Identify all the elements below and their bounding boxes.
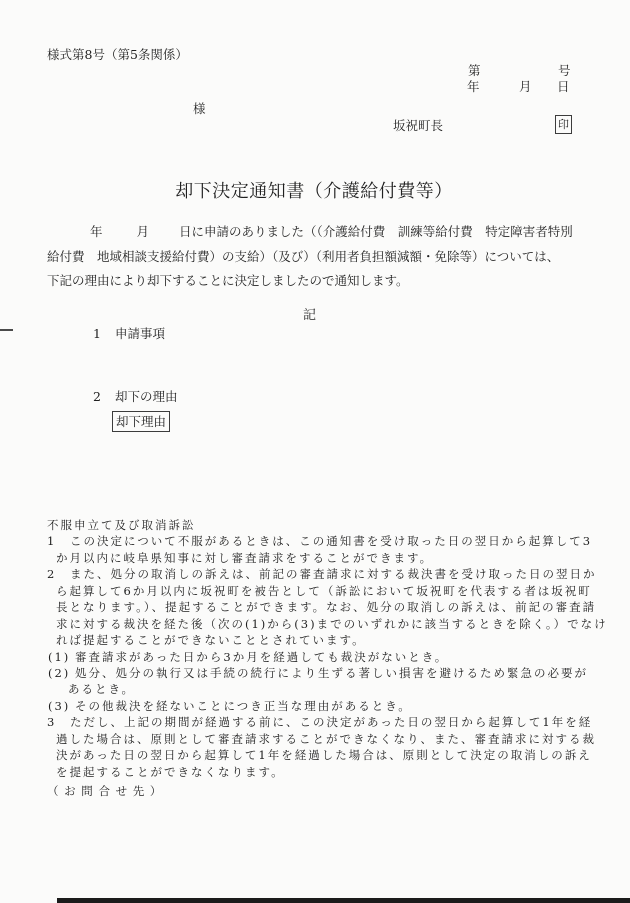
body-line-3: 下記の理由により却下することに決定しましたので通知します。	[47, 273, 409, 288]
sender-title: 坂祝町長	[393, 118, 444, 133]
appeal-line	[0, 632, 630, 648]
appeal-line-text: この決定について不服があるときは、この通知書を受け取った日の翌日から起算して3	[70, 534, 593, 549]
contact-label: （ お 問 合 せ 先 ）	[47, 784, 163, 798]
appeal-line-text: 処分、処分の執行又は手続の続行により生ずる著しい損害を避けるため緊急の必要が	[75, 665, 588, 680]
appeal-line-text: その他裁決を経ないことにつき正当な理由があるとき。	[75, 698, 412, 713]
body-line-2: 給付費 地域相談支援給付費）の支給）（及び）（利用者負担額減額・免除等）については、	[47, 249, 560, 264]
seal-placeholder: 印	[555, 115, 572, 134]
appeal-line	[0, 714, 630, 730]
body-line-1	[47, 224, 573, 240]
appeal-line	[0, 698, 630, 714]
appeal-line	[0, 566, 630, 582]
record-marker: 記	[302, 308, 317, 323]
doc-number-suffix: 号	[558, 63, 571, 78]
rejection-reason-box: 却下理由	[112, 411, 170, 432]
appeal-heading-line	[0, 517, 630, 533]
body-line-1-text: 日に申請のありました（（介護給付費 訓練等給付費 特定障害者特別	[179, 224, 573, 239]
addressee-honorific: 様	[193, 101, 206, 116]
document-title: 却下決定通知書（介護給付費等）	[175, 181, 453, 202]
page-bottom-scan-bar	[57, 898, 630, 903]
appeal-line-text: ら起算して6か月以内に坂祝町を被告として（訴訟において坂祝町を代表する者は坂祝町	[56, 583, 592, 598]
appeal-line-number: 2	[47, 567, 57, 582]
appeal-line-text: 求に対する裁決を経た後（次の(1)から(3)までのいずれかに該当するときを除く。）でなけ	[56, 616, 608, 631]
item-1-label: 申請事項	[115, 326, 166, 341]
appeal-line-number: (2)	[48, 665, 71, 680]
body-month-label: 月	[136, 224, 150, 239]
appeal-line	[0, 731, 630, 747]
appeal-line	[0, 764, 630, 780]
appeal-line	[0, 533, 630, 549]
appeal-line-text: 過した場合は、原則として審査請求することができなくなり、また、審査請求に対する裁	[56, 731, 596, 746]
appeal-line	[0, 681, 630, 697]
date-month-label: 月	[519, 79, 532, 94]
item-2-number: 2	[93, 389, 101, 404]
appeal-line-text: 審査請求があった日から3か月を経過しても裁決がないとき。	[75, 649, 449, 664]
appeal-line	[0, 665, 630, 681]
body-year-label: 年	[90, 224, 103, 239]
appeal-line-text: 長となります。）、提起することができます。なお、処分の取消しの訴えは、前記の審査請	[56, 600, 597, 615]
appeal-section	[0, 517, 630, 780]
item-1-number: 1	[93, 326, 101, 341]
appeal-line	[0, 599, 630, 615]
appeal-line-number: (3)	[48, 698, 71, 713]
appeal-heading: 不服申立て及び取消訴訟	[47, 518, 196, 532]
date-year-label: 年	[467, 79, 480, 94]
appeal-line	[0, 616, 630, 632]
form-number: 様式第8号（第5条関係）	[47, 47, 188, 62]
appeal-line-number: (1)	[48, 649, 71, 664]
appeal-line-text: また、処分の取消しの訴えは、前記の審査請求に対する裁決書を受け取った日の翌日か	[70, 567, 597, 582]
appeal-line-text: れば提起することができないこととされています。	[56, 633, 366, 648]
left-fold-mark	[0, 329, 13, 331]
doc-number-prefix: 第	[468, 63, 481, 78]
date-day-label: 日	[557, 79, 570, 94]
appeal-line-text: か月以内に岐阜県知事に対し審査請求をすることができます。	[56, 550, 434, 565]
appeal-line-text: あるとき。	[68, 682, 136, 697]
appeal-line	[0, 747, 630, 763]
appeal-line-text: を提起することができなくなります。	[56, 764, 285, 779]
appeal-line-text: ただし、上記の期間が経過する前に、この決定があった日の翌日から起算して1年を経	[70, 715, 593, 730]
appeal-line	[0, 550, 630, 566]
appeal-line	[0, 583, 630, 599]
item-2-label: 却下の理由	[115, 389, 178, 404]
appeal-line-number: 1	[47, 534, 57, 549]
appeal-line-text: 決があった日の翌日から起算して1年を経過した場合は、原則として決定の取消しの訴え	[56, 748, 592, 763]
appeal-line-number: 3	[47, 715, 57, 730]
appeal-line	[0, 649, 630, 665]
